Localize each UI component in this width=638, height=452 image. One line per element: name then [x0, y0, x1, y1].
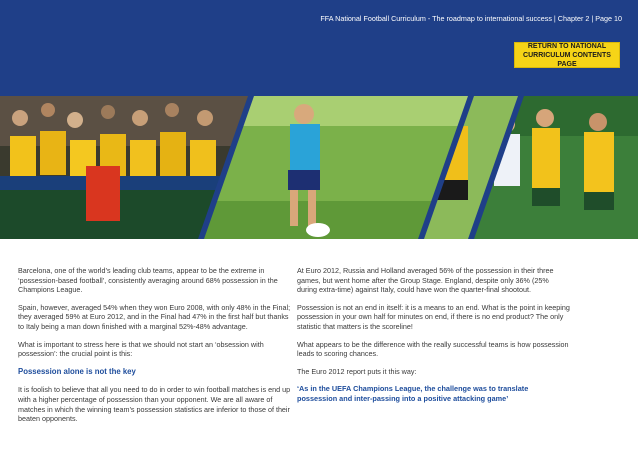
report-quote: ‘As in the UEFA Champions League, the challenge was to translate possession and inter-passing into a positive attacking game’ [297, 384, 529, 404]
return-button-line2: CURRICULUM CONTENTS PAGE [523, 51, 611, 68]
right-paragraph-2: Possession is not an end in itself: it is a means to an end. What is the point in keeping possession in your own half for minutes on end, if there is no end product? The only statistic that matters is the scoreline! [297, 302, 570, 331]
photo-strip [0, 96, 638, 239]
breadcrumb: FFA National Football Curriculum - The roadmap to international success | Chapter 2 | Page 10 [320, 14, 622, 23]
right-paragraph-4: The Euro 2012 report puts it this way: [297, 366, 417, 376]
return-button-line1: RETURN TO NATIONAL [527, 42, 607, 50]
left-paragraph-2: Spain, however, averaged 54% when they won Euro 2008, with only 48% in the Final; they averaged 59% at Euro 2012, and in the Final had 47% in the first half but thanks to Italy being a man down finished with a marginal 52%-48% advantage. [18, 302, 291, 331]
right-paragraph-1: At Euro 2012, Russia and Holland averaged 56% of the possession in their three games, but went home after the Group Stage. England, despite only 36% (25% during extra-time) against Italy, could have won the quarter-final shootout. [297, 266, 554, 295]
right-paragraph-3: What appears to be the difference with the really successful teams is how possession leads to scoring chances. [297, 339, 569, 359]
right-column [297, 266, 570, 412]
left-paragraph-3: What is important to stress here is that we should not start an ‘obsession with possession’: the crucial point is this: [18, 339, 264, 359]
left-column [18, 266, 291, 432]
return-to-contents-button[interactable] [514, 42, 620, 68]
left-paragraph-4: It is foolish to believe that all you need to do in order to win football matches is end up with a higher percentage of possession than your opponent. We are all aware of matches in which the winning team’s possession statistics are inferior to those of their beaten opponents. [18, 385, 291, 424]
left-paragraph-1: Barcelona, one of the world’s leading club teams, appear to be the extreme in ‘possession-based football’, consistently averaging around 68% possession in the Champions League. [18, 266, 278, 295]
section-heading: Possession alone is not the key [18, 366, 136, 376]
